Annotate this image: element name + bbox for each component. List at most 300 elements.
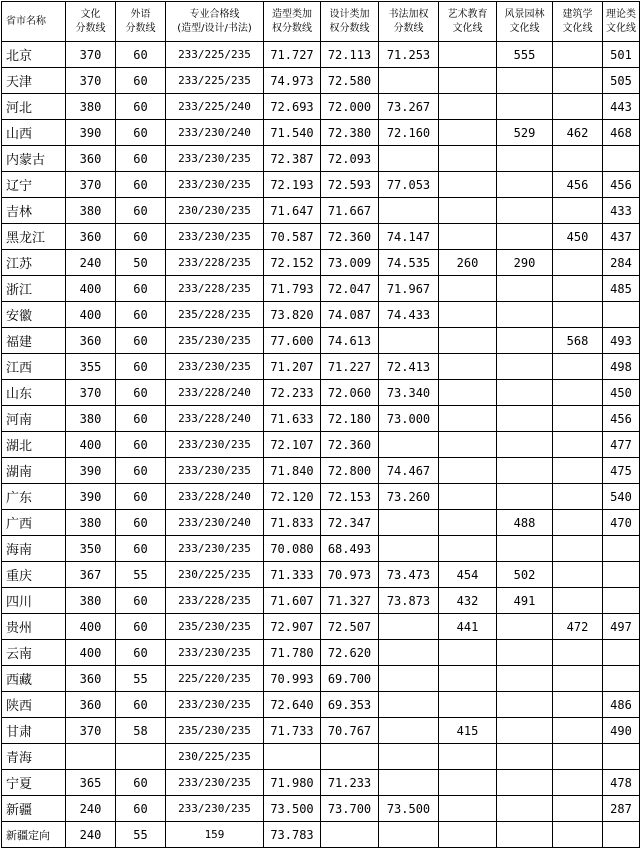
province-cell: 浙江 xyxy=(2,276,66,302)
foreign-language-cell: 50 xyxy=(116,250,166,276)
modeling-weighted-cell: 72.233 xyxy=(264,380,321,406)
culture-score-cell: 370 xyxy=(66,68,116,94)
design-weighted-cell xyxy=(321,822,379,848)
foreign-language-header: 外语 分数线 xyxy=(116,2,166,42)
table-row xyxy=(2,302,640,328)
theory-cell: 287 xyxy=(603,796,640,822)
design-weighted-cell: 72.620 xyxy=(321,640,379,666)
table-row xyxy=(2,484,640,510)
province-cell: 贵州 xyxy=(2,614,66,640)
theory-cell xyxy=(603,666,640,692)
province-cell: 宁夏 xyxy=(2,770,66,796)
theory-cell: 456 xyxy=(603,172,640,198)
table-row xyxy=(2,536,640,562)
art-education-cell: 432 xyxy=(439,588,497,614)
calligraphy-weighted-cell: 71.253 xyxy=(379,42,439,68)
professional-pass-cell: 230/230/235 xyxy=(166,198,264,224)
theory-cell: 437 xyxy=(603,224,640,250)
calligraphy-weighted-cell: 73.873 xyxy=(379,588,439,614)
theory-cell xyxy=(603,146,640,172)
professional-pass-cell: 233/230/235 xyxy=(166,770,264,796)
modeling-weighted-cell: 71.840 xyxy=(264,458,321,484)
landscape-cell xyxy=(497,744,553,770)
art-education-cell xyxy=(439,458,497,484)
theory-cell: 485 xyxy=(603,276,640,302)
province-cell: 山西 xyxy=(2,120,66,146)
modeling-weighted-cell: 73.783 xyxy=(264,822,321,848)
landscape-cell xyxy=(497,458,553,484)
foreign-language-cell: 60 xyxy=(116,796,166,822)
modeling-weighted-cell: 71.633 xyxy=(264,406,321,432)
professional-pass-cell: 233/230/235 xyxy=(166,354,264,380)
design-weighted-cell: 72.360 xyxy=(321,224,379,250)
design-weighted-cell: 70.973 xyxy=(321,562,379,588)
foreign-language-cell: 60 xyxy=(116,380,166,406)
art-education-cell xyxy=(439,380,497,406)
foreign-language-cell: 60 xyxy=(116,588,166,614)
culture-score-cell: 370 xyxy=(66,718,116,744)
architecture-cell xyxy=(553,484,603,510)
landscape-cell: 488 xyxy=(497,510,553,536)
province-cell: 湖南 xyxy=(2,458,66,484)
professional-pass-cell: 233/230/235 xyxy=(166,146,264,172)
culture-score-cell: 240 xyxy=(66,822,116,848)
professional-pass-cell: 233/225/240 xyxy=(166,94,264,120)
modeling-weighted-cell: 71.540 xyxy=(264,120,321,146)
foreign-language-cell: 60 xyxy=(116,770,166,796)
province-cell: 甘肃 xyxy=(2,718,66,744)
calligraphy-weighted-cell: 73.500 xyxy=(379,796,439,822)
landscape-cell xyxy=(497,614,553,640)
calligraphy-weighted-cell xyxy=(379,640,439,666)
modeling-weighted-cell: 72.152 xyxy=(264,250,321,276)
modeling-weighted-cell: 72.193 xyxy=(264,172,321,198)
foreign-language-cell: 60 xyxy=(116,640,166,666)
calligraphy-weighted-cell xyxy=(379,328,439,354)
culture-score-cell: 370 xyxy=(66,380,116,406)
table-row xyxy=(2,432,640,458)
modeling-weighted-cell: 71.333 xyxy=(264,562,321,588)
design-weighted-cell: 72.060 xyxy=(321,380,379,406)
professional-pass-cell: 233/230/235 xyxy=(166,692,264,718)
art-education-cell xyxy=(439,94,497,120)
calligraphy-weighted-cell: 73.473 xyxy=(379,562,439,588)
architecture-cell: 462 xyxy=(553,120,603,146)
professional-pass-cell: 233/230/235 xyxy=(166,432,264,458)
architecture-cell xyxy=(553,198,603,224)
calligraphy-weighted-cell xyxy=(379,432,439,458)
professional-pass-header: 专业合格线 (造型/设计/书法) xyxy=(166,2,264,42)
landscape-cell xyxy=(497,432,553,458)
table-row xyxy=(2,198,640,224)
architecture-cell xyxy=(553,510,603,536)
professional-pass-cell: 233/230/235 xyxy=(166,172,264,198)
foreign-language-cell: 60 xyxy=(116,406,166,432)
foreign-language-cell: 60 xyxy=(116,120,166,146)
calligraphy-weighted-cell: 72.160 xyxy=(379,120,439,146)
art-education-cell xyxy=(439,536,497,562)
modeling-weighted-cell: 72.640 xyxy=(264,692,321,718)
foreign-language-cell: 60 xyxy=(116,328,166,354)
professional-pass-cell: 235/230/235 xyxy=(166,614,264,640)
culture-score-cell: 240 xyxy=(66,796,116,822)
architecture-cell xyxy=(553,68,603,94)
culture-score-header: 文化 分数线 xyxy=(66,2,116,42)
modeling-weighted-cell: 73.500 xyxy=(264,796,321,822)
foreign-language-cell: 60 xyxy=(116,42,166,68)
theory-cell: 284 xyxy=(603,250,640,276)
architecture-cell xyxy=(553,744,603,770)
foreign-language-cell: 55 xyxy=(116,562,166,588)
professional-pass-cell: 233/228/235 xyxy=(166,588,264,614)
design-weighted-cell: 71.227 xyxy=(321,354,379,380)
design-weighted-cell: 71.233 xyxy=(321,770,379,796)
culture-score-cell: 350 xyxy=(66,536,116,562)
professional-pass-cell: 159 xyxy=(166,822,264,848)
art-education-cell xyxy=(439,822,497,848)
calligraphy-weighted-cell xyxy=(379,744,439,770)
modeling-weighted-header: 造型类加 权分数线 xyxy=(264,2,321,42)
calligraphy-weighted-cell xyxy=(379,68,439,94)
modeling-weighted-cell: 71.793 xyxy=(264,276,321,302)
culture-score-cell: 360 xyxy=(66,146,116,172)
culture-score-cell: 400 xyxy=(66,302,116,328)
design-weighted-cell: 72.347 xyxy=(321,510,379,536)
landscape-cell: 290 xyxy=(497,250,553,276)
theory-cell: 450 xyxy=(603,380,640,406)
professional-pass-cell: 233/230/235 xyxy=(166,224,264,250)
table-row xyxy=(2,224,640,250)
landscape-cell: 529 xyxy=(497,120,553,146)
culture-score-cell: 380 xyxy=(66,94,116,120)
architecture-cell xyxy=(553,666,603,692)
province-cell: 新疆 xyxy=(2,796,66,822)
architecture-cell xyxy=(553,770,603,796)
landscape-cell xyxy=(497,484,553,510)
table-row xyxy=(2,458,640,484)
foreign-language-cell: 60 xyxy=(116,198,166,224)
art-education-cell xyxy=(439,198,497,224)
culture-score-cell: 400 xyxy=(66,640,116,666)
calligraphy-weighted-cell: 73.260 xyxy=(379,484,439,510)
landscape-cell xyxy=(497,796,553,822)
art-education-cell: 454 xyxy=(439,562,497,588)
culture-score-cell: 390 xyxy=(66,484,116,510)
architecture-header: 建筑学 文化线 xyxy=(553,2,603,42)
landscape-cell xyxy=(497,328,553,354)
table-row xyxy=(2,770,640,796)
design-weighted-cell: 73.700 xyxy=(321,796,379,822)
province-cell: 吉林 xyxy=(2,198,66,224)
theory-cell xyxy=(603,640,640,666)
theory-cell: 505 xyxy=(603,68,640,94)
modeling-weighted-cell: 72.693 xyxy=(264,94,321,120)
art-education-cell xyxy=(439,770,497,796)
art-education-cell xyxy=(439,640,497,666)
design-weighted-header: 设计类加 权分数线 xyxy=(321,2,379,42)
province-cell: 福建 xyxy=(2,328,66,354)
culture-score-cell: 390 xyxy=(66,120,116,146)
modeling-weighted-cell: 71.727 xyxy=(264,42,321,68)
landscape-cell xyxy=(497,380,553,406)
table-row xyxy=(2,250,640,276)
table-header xyxy=(2,2,640,42)
calligraphy-weighted-cell: 73.267 xyxy=(379,94,439,120)
art-education-cell: 415 xyxy=(439,718,497,744)
province-cell: 山东 xyxy=(2,380,66,406)
architecture-cell xyxy=(553,406,603,432)
modeling-weighted-cell: 70.587 xyxy=(264,224,321,250)
architecture-cell: 568 xyxy=(553,328,603,354)
architecture-cell xyxy=(553,94,603,120)
calligraphy-weighted-cell: 73.000 xyxy=(379,406,439,432)
foreign-language-cell: 60 xyxy=(116,68,166,94)
design-weighted-cell xyxy=(321,744,379,770)
calligraphy-weighted-cell xyxy=(379,146,439,172)
landscape-header: 风景园林 文化线 xyxy=(497,2,553,42)
culture-score-cell: 400 xyxy=(66,614,116,640)
landscape-cell xyxy=(497,822,553,848)
professional-pass-cell: 230/225/235 xyxy=(166,744,264,770)
culture-score-cell: 390 xyxy=(66,458,116,484)
calligraphy-weighted-cell: 74.433 xyxy=(379,302,439,328)
art-education-cell xyxy=(439,302,497,328)
culture-score-cell: 370 xyxy=(66,42,116,68)
architecture-cell xyxy=(553,588,603,614)
design-weighted-cell: 72.580 xyxy=(321,68,379,94)
foreign-language-cell: 58 xyxy=(116,718,166,744)
art-education-cell xyxy=(439,484,497,510)
architecture-cell xyxy=(553,718,603,744)
design-weighted-cell: 72.113 xyxy=(321,42,379,68)
table-row xyxy=(2,744,640,770)
architecture-cell xyxy=(553,536,603,562)
province-cell: 北京 xyxy=(2,42,66,68)
table-row xyxy=(2,146,640,172)
culture-score-cell: 380 xyxy=(66,406,116,432)
architecture-cell xyxy=(553,276,603,302)
foreign-language-cell: 55 xyxy=(116,666,166,692)
design-weighted-cell: 72.593 xyxy=(321,172,379,198)
professional-pass-cell: 233/230/235 xyxy=(166,640,264,666)
landscape-cell xyxy=(497,770,553,796)
theory-cell: 477 xyxy=(603,432,640,458)
calligraphy-weighted-cell: 74.535 xyxy=(379,250,439,276)
art-education-cell xyxy=(439,224,497,250)
architecture-cell xyxy=(553,432,603,458)
professional-pass-cell: 235/228/235 xyxy=(166,302,264,328)
province-cell: 广东 xyxy=(2,484,66,510)
professional-pass-cell: 233/228/240 xyxy=(166,406,264,432)
theory-cell xyxy=(603,302,640,328)
landscape-cell: 555 xyxy=(497,42,553,68)
architecture-cell: 450 xyxy=(553,224,603,250)
table-row xyxy=(2,640,640,666)
design-weighted-cell: 72.507 xyxy=(321,614,379,640)
culture-score-cell: 380 xyxy=(66,510,116,536)
design-weighted-cell: 69.700 xyxy=(321,666,379,692)
province-cell: 辽宁 xyxy=(2,172,66,198)
professional-pass-cell: 233/228/240 xyxy=(166,484,264,510)
design-weighted-cell: 72.380 xyxy=(321,120,379,146)
landscape-cell xyxy=(497,94,553,120)
modeling-weighted-cell xyxy=(264,744,321,770)
professional-pass-cell: 233/225/235 xyxy=(166,42,264,68)
theory-cell: 468 xyxy=(603,120,640,146)
culture-score-cell: 360 xyxy=(66,666,116,692)
art-education-cell xyxy=(439,276,497,302)
culture-score-cell: 400 xyxy=(66,432,116,458)
culture-score-cell: 360 xyxy=(66,692,116,718)
landscape-cell xyxy=(497,406,553,432)
theory-cell: 478 xyxy=(603,770,640,796)
theory-cell: 498 xyxy=(603,354,640,380)
architecture-cell: 472 xyxy=(553,614,603,640)
culture-score-cell: 400 xyxy=(66,276,116,302)
theory-cell: 501 xyxy=(603,42,640,68)
foreign-language-cell: 60 xyxy=(116,354,166,380)
province-cell: 云南 xyxy=(2,640,66,666)
architecture-cell xyxy=(553,562,603,588)
province-cell: 海南 xyxy=(2,536,66,562)
calligraphy-weighted-cell: 74.147 xyxy=(379,224,439,250)
modeling-weighted-cell: 71.833 xyxy=(264,510,321,536)
table-row xyxy=(2,406,640,432)
admission-score-table xyxy=(1,1,640,848)
art-education-cell xyxy=(439,432,497,458)
art-education-cell: 441 xyxy=(439,614,497,640)
landscape-cell: 502 xyxy=(497,562,553,588)
professional-pass-cell: 225/220/235 xyxy=(166,666,264,692)
art-education-cell xyxy=(439,796,497,822)
landscape-cell xyxy=(497,640,553,666)
modeling-weighted-cell: 72.387 xyxy=(264,146,321,172)
design-weighted-cell: 72.000 xyxy=(321,94,379,120)
theory-header: 理论类 文化线 xyxy=(603,2,640,42)
modeling-weighted-cell: 71.607 xyxy=(264,588,321,614)
culture-score-cell: 380 xyxy=(66,198,116,224)
landscape-cell xyxy=(497,198,553,224)
architecture-cell xyxy=(553,302,603,328)
table-row xyxy=(2,68,640,94)
province-cell: 广西 xyxy=(2,510,66,536)
theory-cell: 486 xyxy=(603,692,640,718)
theory-cell: 433 xyxy=(603,198,640,224)
province-cell: 重庆 xyxy=(2,562,66,588)
landscape-cell xyxy=(497,354,553,380)
theory-cell xyxy=(603,588,640,614)
header-row xyxy=(2,2,640,42)
theory-cell: 470 xyxy=(603,510,640,536)
foreign-language-cell: 60 xyxy=(116,224,166,250)
calligraphy-weighted-cell xyxy=(379,770,439,796)
foreign-language-cell: 60 xyxy=(116,614,166,640)
art-education-cell xyxy=(439,120,497,146)
table-row xyxy=(2,276,640,302)
architecture-cell xyxy=(553,796,603,822)
theory-cell xyxy=(603,536,640,562)
calligraphy-weighted-cell: 71.967 xyxy=(379,276,439,302)
table-row xyxy=(2,94,640,120)
architecture-cell xyxy=(553,146,603,172)
professional-pass-cell: 233/228/240 xyxy=(166,380,264,406)
architecture-cell xyxy=(553,640,603,666)
culture-score-cell: 370 xyxy=(66,172,116,198)
architecture-cell xyxy=(553,380,603,406)
foreign-language-cell xyxy=(116,744,166,770)
culture-score-cell: 360 xyxy=(66,328,116,354)
art-education-cell xyxy=(439,406,497,432)
province-cell: 内蒙古 xyxy=(2,146,66,172)
table-row xyxy=(2,614,640,640)
modeling-weighted-cell: 70.993 xyxy=(264,666,321,692)
foreign-language-cell: 60 xyxy=(116,536,166,562)
table-row xyxy=(2,822,640,848)
professional-pass-cell: 230/225/235 xyxy=(166,562,264,588)
landscape-cell xyxy=(497,224,553,250)
professional-pass-cell: 233/230/240 xyxy=(166,510,264,536)
professional-pass-cell: 233/230/235 xyxy=(166,458,264,484)
architecture-cell xyxy=(553,692,603,718)
province-cell: 河北 xyxy=(2,94,66,120)
province-cell: 江苏 xyxy=(2,250,66,276)
landscape-cell xyxy=(497,146,553,172)
modeling-weighted-cell: 71.207 xyxy=(264,354,321,380)
foreign-language-cell: 60 xyxy=(116,302,166,328)
modeling-weighted-cell: 72.107 xyxy=(264,432,321,458)
table-row xyxy=(2,42,640,68)
design-weighted-cell: 72.800 xyxy=(321,458,379,484)
professional-pass-cell: 233/228/235 xyxy=(166,276,264,302)
design-weighted-cell: 72.093 xyxy=(321,146,379,172)
design-weighted-cell: 72.180 xyxy=(321,406,379,432)
theory-cell xyxy=(603,822,640,848)
art-education-cell xyxy=(439,354,497,380)
design-weighted-cell: 69.353 xyxy=(321,692,379,718)
foreign-language-cell: 60 xyxy=(116,510,166,536)
calligraphy-weighted-cell xyxy=(379,198,439,224)
theory-cell: 490 xyxy=(603,718,640,744)
culture-score-cell: 355 xyxy=(66,354,116,380)
province-cell: 陕西 xyxy=(2,692,66,718)
foreign-language-cell: 60 xyxy=(116,94,166,120)
professional-pass-cell: 233/230/235 xyxy=(166,536,264,562)
theory-cell: 540 xyxy=(603,484,640,510)
design-weighted-cell: 70.767 xyxy=(321,718,379,744)
landscape-cell xyxy=(497,692,553,718)
theory-cell xyxy=(603,744,640,770)
professional-pass-cell: 233/230/235 xyxy=(166,796,264,822)
modeling-weighted-cell: 71.980 xyxy=(264,770,321,796)
architecture-cell: 456 xyxy=(553,172,603,198)
table-row xyxy=(2,562,640,588)
architecture-cell xyxy=(553,354,603,380)
calligraphy-weighted-cell xyxy=(379,510,439,536)
professional-pass-cell: 235/230/235 xyxy=(166,718,264,744)
foreign-language-cell: 60 xyxy=(116,172,166,198)
table-row xyxy=(2,692,640,718)
province-cell: 四川 xyxy=(2,588,66,614)
culture-score-cell: 240 xyxy=(66,250,116,276)
art-education-cell xyxy=(439,510,497,536)
foreign-language-cell: 55 xyxy=(116,822,166,848)
art-education-cell xyxy=(439,172,497,198)
province-cell: 天津 xyxy=(2,68,66,94)
landscape-cell xyxy=(497,718,553,744)
architecture-cell xyxy=(553,250,603,276)
table-row xyxy=(2,380,640,406)
culture-score-cell: 360 xyxy=(66,224,116,250)
